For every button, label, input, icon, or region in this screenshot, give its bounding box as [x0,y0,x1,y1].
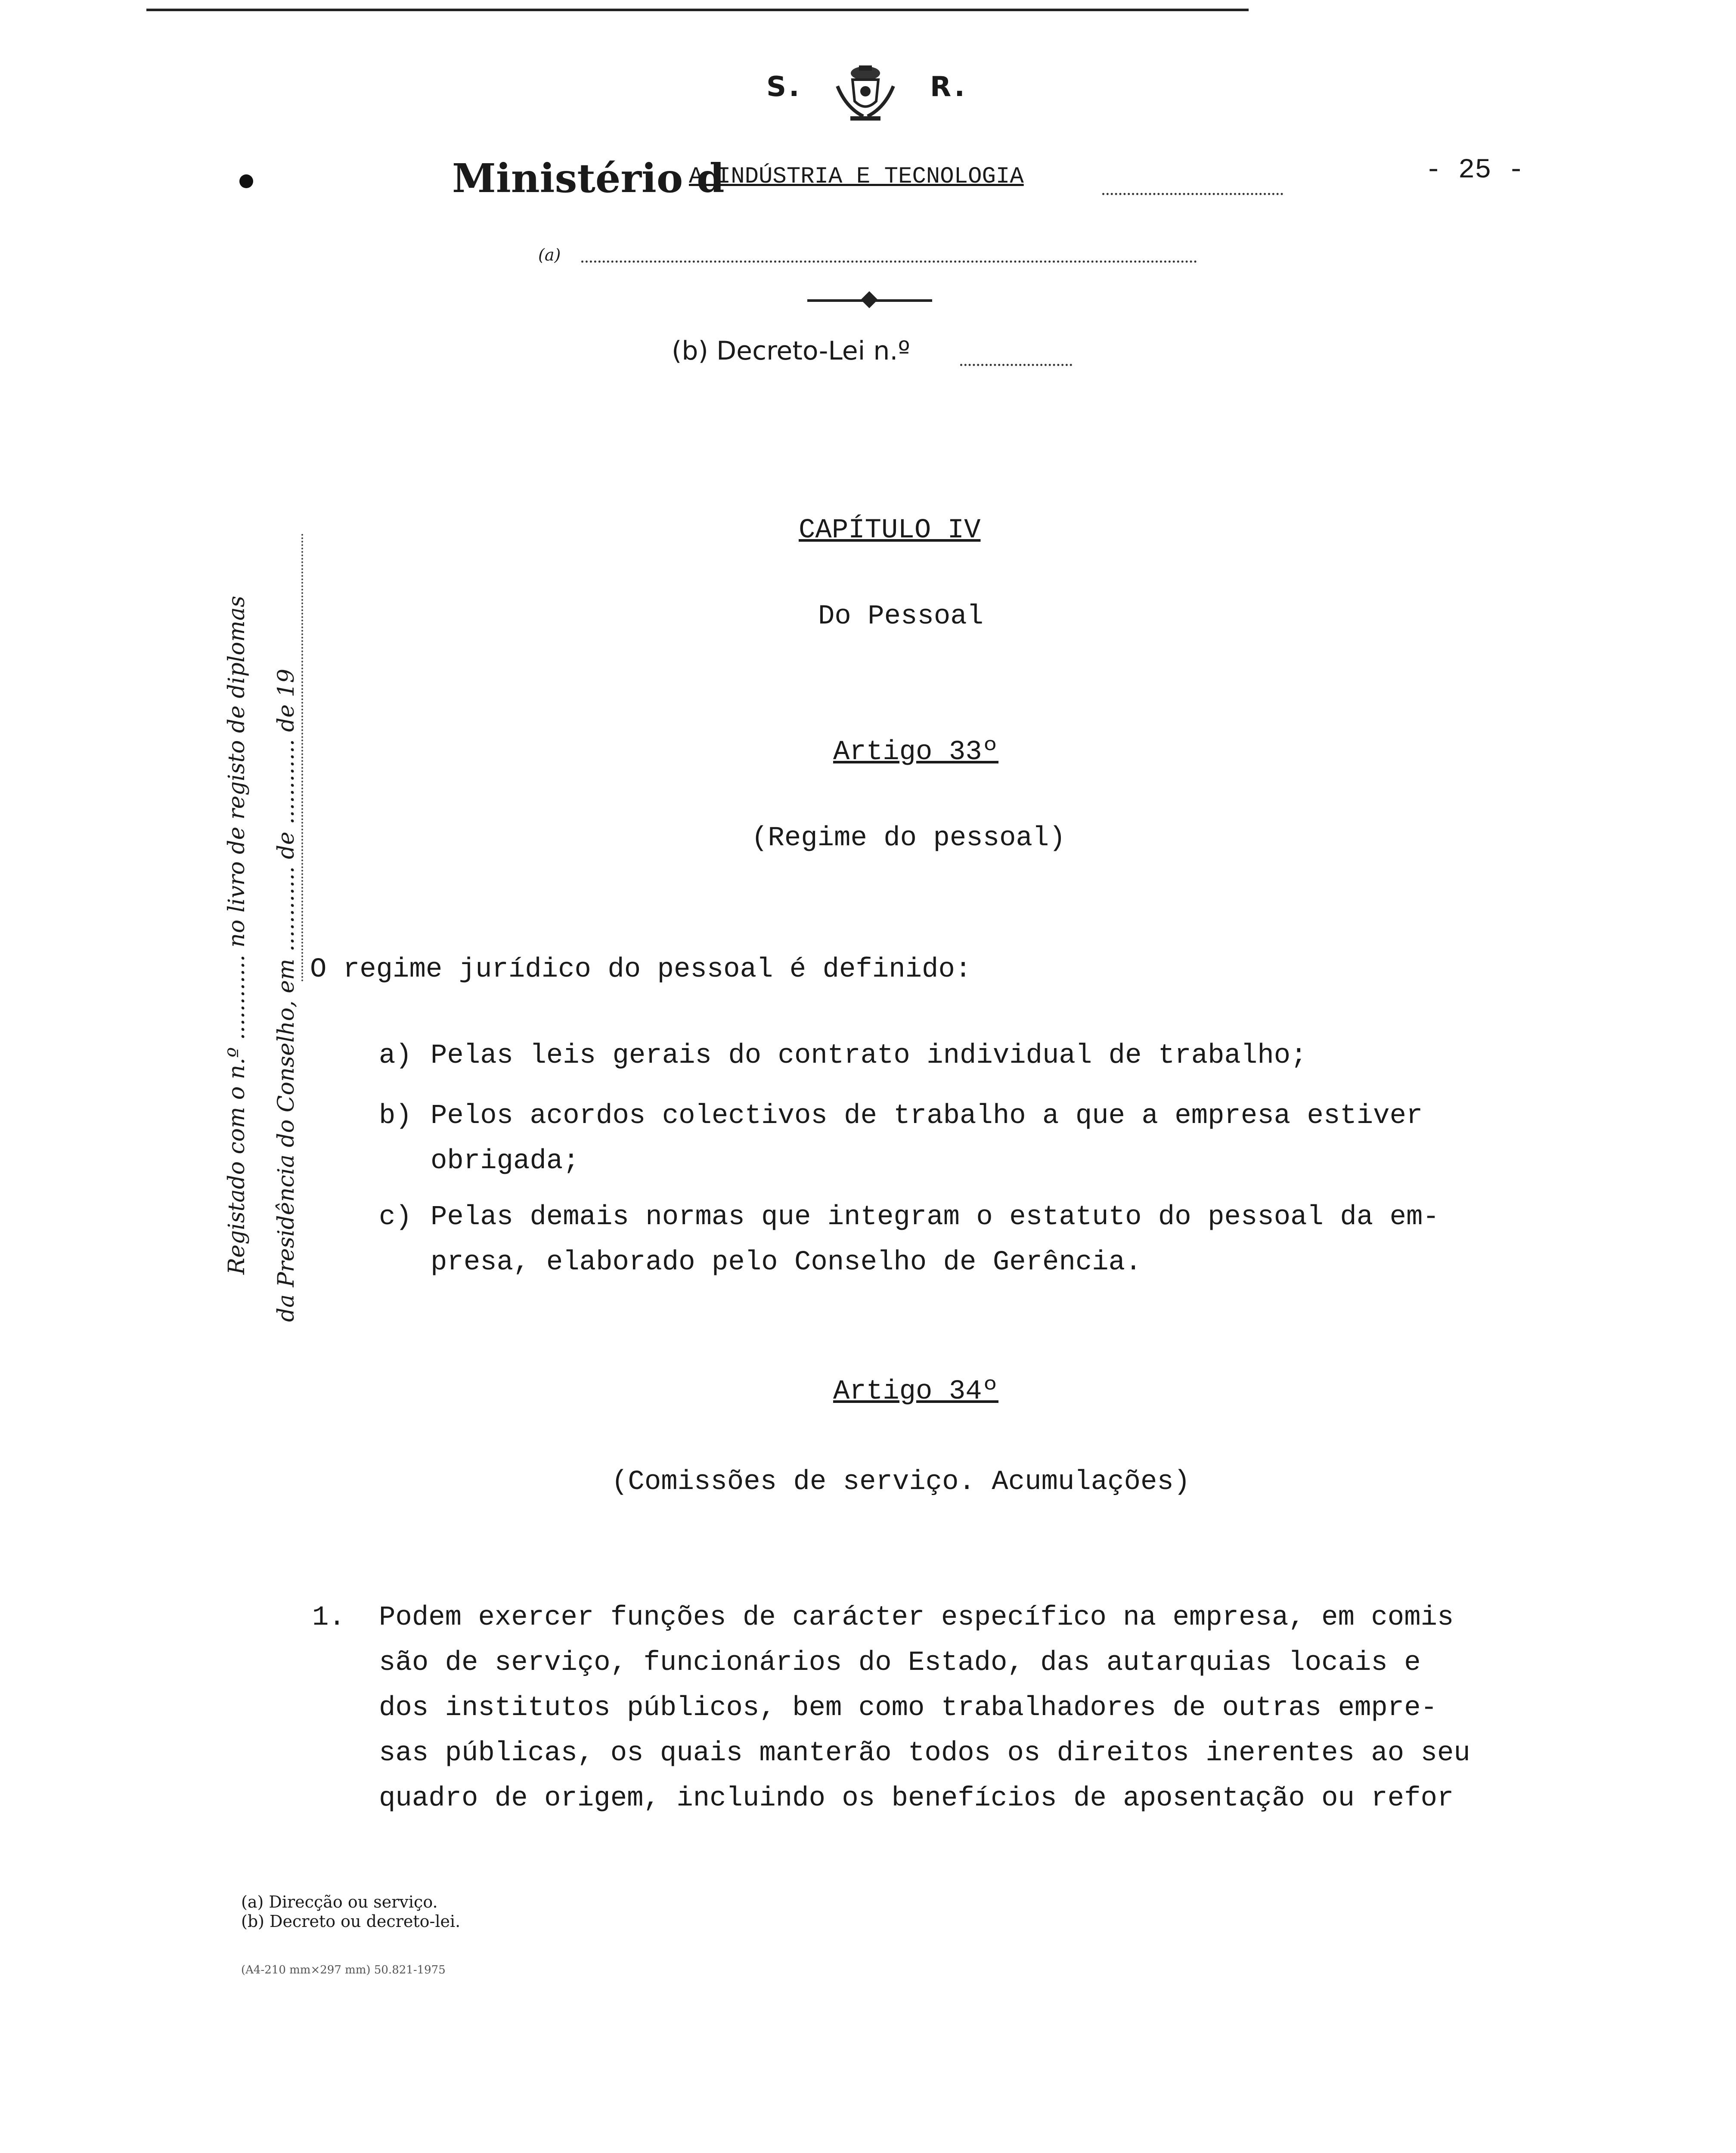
list-item-marker: c) [379,1202,412,1233]
print-code: (A4-210 mm×297 mm) 50.821-1975 [241,1964,446,1976]
chapter-title: CAPÍTULO IV [799,515,981,546]
field-b-label: (b) Decreto-Lei n.º [672,336,910,366]
field-a-dotted-line [581,261,1197,263]
article-34-title: Artigo 34º [833,1376,999,1407]
page-number: - 25 - [1425,155,1525,186]
article-33-intro: O regime jurídico do pessoal é definido: [310,954,972,985]
initials-right: R. [930,71,967,103]
field-a-label: (a) [538,245,561,264]
separator-diamond-icon [861,291,878,308]
list-item-marker: a) [379,1040,412,1071]
list-item-text: presa, elaborado pelo Conselho de Gerência. [431,1247,1142,1278]
top-rule [146,9,1249,11]
article-33-title: Artigo 33º [833,737,999,768]
ministry-name: A INDÚSTRIA E TECNOLOGIA [689,164,1024,190]
registration-sidebar-line1: Registado com o n.º ............ no livro de registo de diplomas [224,596,250,1275]
ministry-dotted-line [1102,193,1283,195]
list-item-text: Pelas leis gerais do contrato individual de trabalho; [431,1040,1307,1071]
ministry-prefix: Ministério d [452,155,725,202]
paragraph-line: quadro de origem, incluindo os benefícios de aposentação ou refor [379,1783,1454,1814]
paragraph-line: sas públicas, os quais manterão todos os direitos inerentes ao seu [379,1738,1470,1769]
paragraph-number: 1. [312,1602,345,1633]
list-item-marker: b) [379,1101,412,1132]
initials-left: S. [766,71,802,103]
article-34-heading: (Comissões de serviço. Acumulações) [611,1467,1190,1498]
paragraph-line: dos institutos públicos, bem como trabalhadores de outras empre- [379,1693,1437,1724]
sidebar-dotted-margin [301,534,303,982]
chapter-subtitle: Do Pessoal [818,601,984,632]
margin-bullet [239,174,253,188]
footnote-a: (a) Direcção ou serviço. [241,1892,438,1911]
paragraph-line: são de serviço, funcionários do Estado, das autarquias locais e [379,1647,1421,1678]
list-item-text: Pelos acordos colectivos de trabalho a que a empresa estiver [431,1101,1423,1132]
paragraph-line: Podem exercer funções de carácter específico na empresa, em comis [379,1602,1454,1633]
article-33-heading: (Regime do pessoal) [751,823,1066,854]
footnote-b: (b) Decreto ou decreto-lei. [241,1912,461,1931]
list-item-text: obrigada; [431,1146,580,1177]
registration-sidebar-line2: da Presidência do Conselho, em ............ de ............ de 19 [273,669,299,1322]
coat-of-arms-icon [833,60,898,125]
list-item-text: Pelas demais normas que integram o estatuto do pessoal da em- [431,1202,1439,1233]
field-b-dotted-line [960,364,1072,366]
